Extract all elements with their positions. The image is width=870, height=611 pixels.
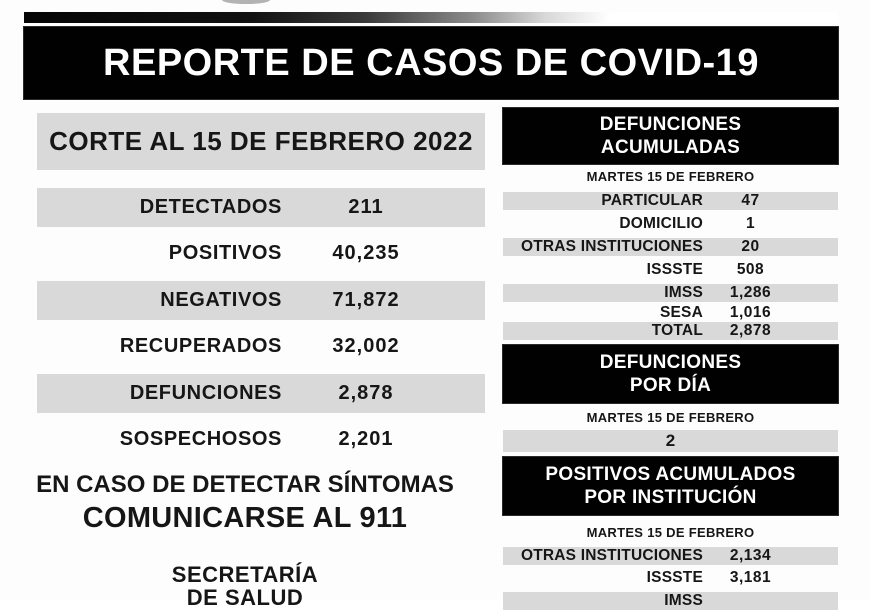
panel-row-value: 2,878 — [729, 322, 772, 339]
panel-title-line1: DEFUNCIONES — [599, 114, 742, 135]
stat-row-detectados — [37, 188, 485, 227]
panel-row-total — [503, 322, 838, 340]
symptoms-notice-line2: COMUNICARSE AL 911 — [82, 502, 408, 534]
panel-row-issste — [503, 261, 838, 279]
stat-label: DEFUNCIONES — [129, 382, 282, 404]
panel-row-partial-clipped — [503, 592, 838, 610]
panel-row-label: ISSSTE — [646, 569, 703, 586]
secretaria-footer-line1: SECRETARÍA — [171, 562, 319, 587]
stat-value: 32,002 — [332, 335, 400, 357]
deaths-per-day-value: 2 — [665, 431, 676, 450]
cutoff-header-band — [37, 113, 485, 170]
stat-value: 71,872 — [332, 289, 400, 311]
panel-title-line2: POR DÍA — [629, 375, 712, 396]
panel-row-domicilio — [503, 215, 838, 233]
cropped-logo-fragment — [222, 0, 270, 4]
panel-row-label: IMSS — [664, 284, 703, 301]
panel-title-line1: POSITIVOS ACUMULADOS — [545, 464, 796, 485]
panel-row-label: DOMICILIO — [619, 215, 703, 232]
stat-label: SOSPECHOSOS — [119, 428, 282, 450]
panel-row-value: 508 — [736, 261, 765, 278]
panel-row-value: 3,181 — [729, 569, 772, 586]
panel-date: MARTES 15 DE FEBRERO — [586, 169, 755, 184]
deaths-per-day-value-band — [503, 430, 838, 452]
panel-row-issste-positivos — [503, 569, 838, 587]
panel-title-line2: ACUMULADAS — [600, 137, 741, 158]
panel-date: MARTES 15 DE FEBRERO — [586, 525, 755, 540]
panel-row-otras-instituciones — [503, 238, 838, 256]
panel-row-value: 47 — [741, 192, 760, 209]
panel-row-otras-instituciones-positivos — [503, 547, 838, 565]
panel-row-value: 1,286 — [729, 284, 772, 301]
panel-row-value: 2,134 — [729, 547, 772, 564]
panel-row-value: 1 — [745, 215, 756, 232]
panel-row-label: SESA — [659, 304, 703, 321]
panel-header-defunciones-acumuladas — [503, 108, 838, 164]
panel-title-line2: POR INSTITUCIÓN — [584, 487, 757, 508]
stat-row-sospechosos — [37, 420, 485, 459]
stat-value: 40,235 — [332, 242, 400, 264]
stat-value: 2,201 — [338, 428, 394, 450]
panel-date: MARTES 15 DE FEBRERO — [586, 410, 755, 425]
panel-header-positivos-institucion — [503, 457, 838, 515]
panel-row-label: OTRAS INSTITUCIONES — [520, 547, 703, 564]
stat-row-negativos — [37, 281, 485, 320]
stat-value: 211 — [348, 196, 384, 218]
panel-row-label: IMSS — [664, 592, 703, 609]
stat-label: NEGATIVOS — [160, 289, 282, 311]
panel-row-label: OTRAS INSTITUCIONES — [520, 238, 703, 255]
stat-label: POSITIVOS — [168, 242, 282, 264]
page-title: REPORTE DE CASOS DE COVID-19 — [103, 41, 759, 84]
panel-row-value: 20 — [741, 238, 760, 255]
stat-value: 2,878 — [338, 382, 394, 404]
stat-row-recuperados — [37, 327, 485, 366]
panel-row-label: ISSSTE — [646, 261, 703, 278]
panel-title-line1: DEFUNCIONES — [599, 352, 742, 373]
panel-row-label: PARTICULAR — [601, 192, 703, 209]
panel-row-sesa — [503, 304, 838, 322]
top-gradient-bar — [24, 12, 838, 23]
secretaria-footer-line2: DE SALUD — [186, 585, 304, 610]
symptoms-notice-line1: EN CASO DE DETECTAR SÍNTOMAS — [36, 471, 454, 498]
stat-label: DETECTADOS — [139, 196, 282, 218]
panel-row-imss — [503, 284, 838, 302]
stat-row-defunciones — [37, 374, 485, 413]
stat-row-positivos — [37, 234, 485, 273]
cutoff-header: CORTE AL 15 DE FEBRERO 2022 — [49, 126, 473, 156]
panel-row-particular — [503, 192, 838, 210]
title-banner — [24, 27, 838, 99]
panel-row-value: 1,016 — [729, 304, 772, 321]
panel-row-label: TOTAL — [651, 322, 703, 339]
panel-header-defunciones-por-dia — [503, 345, 838, 403]
stat-label: RECUPERADOS — [119, 335, 282, 357]
